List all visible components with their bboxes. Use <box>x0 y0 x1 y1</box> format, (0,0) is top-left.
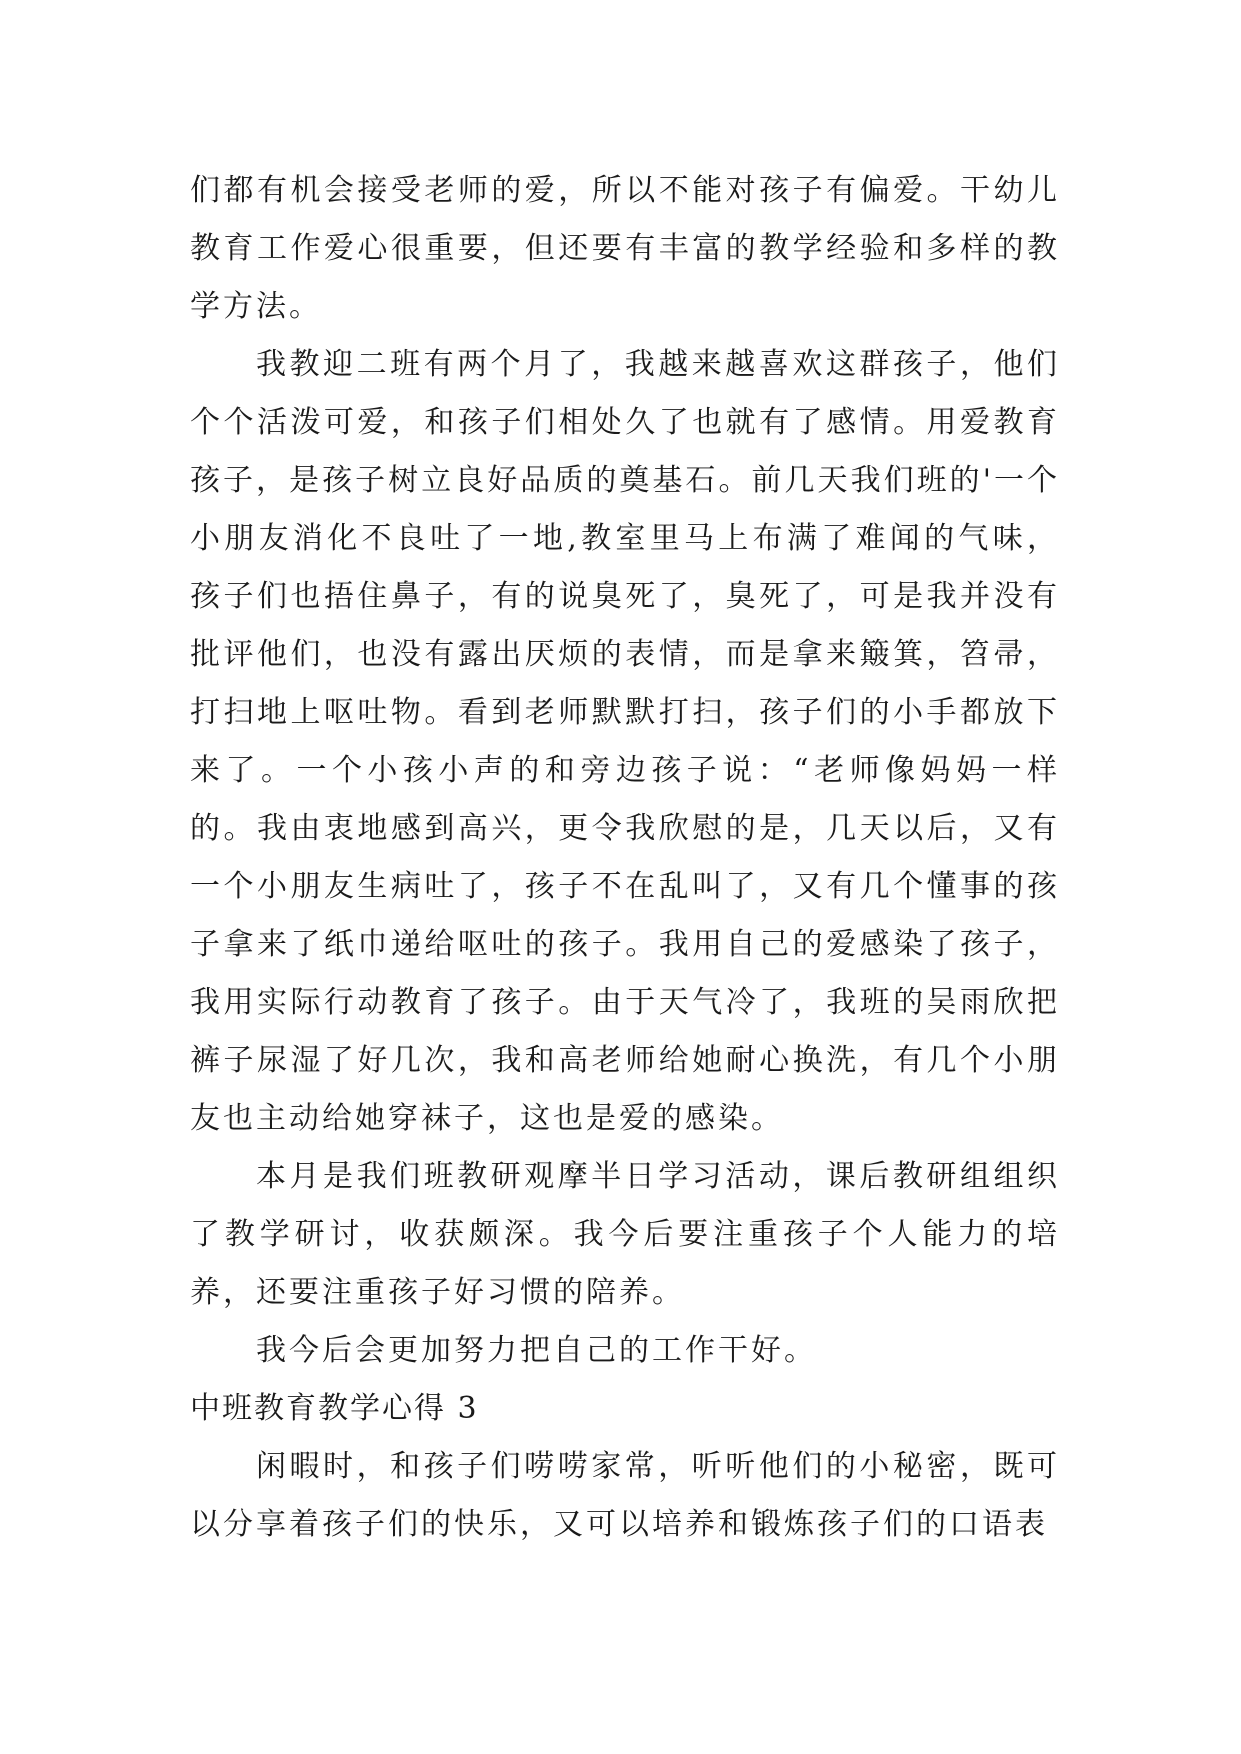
paragraph-section-intro: 闲暇时，和孩子们唠唠家常，听听他们的小秘密，既可以分享着孩子们的快乐，又可以培养和锻炼孩子们的口语表 <box>190 1449 1060 1542</box>
document-body <box>190 162 1060 1554</box>
paragraph-teaching-research: 本月是我们班教研观摩半日学习活动，课后教研组组织了教学研讨，收获颇深。我今后要注重孩子个人能力的培养，还要注重孩子好习惯的陪养。 <box>190 1159 1060 1310</box>
section-heading: 中班教育教学心得 3 <box>190 1391 479 1426</box>
paragraph-class-story: 我教迎二班有两个月了，我越来越喜欢这群孩子，他们个个活泼可爱，和孩子们相处久了也就有了感情。用爱教育孩子，是孩子树立良好品质的奠基石。前几天我们班的'一个小朋友消化不良吐了一地,教室里马上布满了难闻的气味，孩子们也捂住鼻子，有的说臭死了，臭死了，可是我并没有批评他们，也没有露出厌烦的表情，而是拿来簸箕，笤帚，打扫地上呕吐物。看到老师默默打扫，孩子们的小手都放下来了。一个小孩小声的和旁边孩子说：“老师像妈妈一样的。我由衷地感到高兴，更令我欣慰的是，几天以后，又有一个小朋友生病吐了，孩子不在乱叫了，又有几个懂事的孩子拿来了纸巾递给呕吐的孩子。我用自己的爱感染了孩子，我用实际行动教育了孩子。由于天气冷了，我班的吴雨欣把裤子尿湿了好几次，我和高老师给她耐心换洗，有几个小朋友也主动给她穿袜子，这也是爱的感染。 <box>190 347 1060 1136</box>
paragraph-continuation: 们都有机会接受老师的爱，所以不能对孩子有偏爱。干幼儿教育工作爱心很重要，但还要有丰富的教学经验和多样的教学方法。 <box>190 173 1060 324</box>
paragraph-resolution: 我今后会更加努力把自己的工作干好。 <box>256 1333 817 1368</box>
